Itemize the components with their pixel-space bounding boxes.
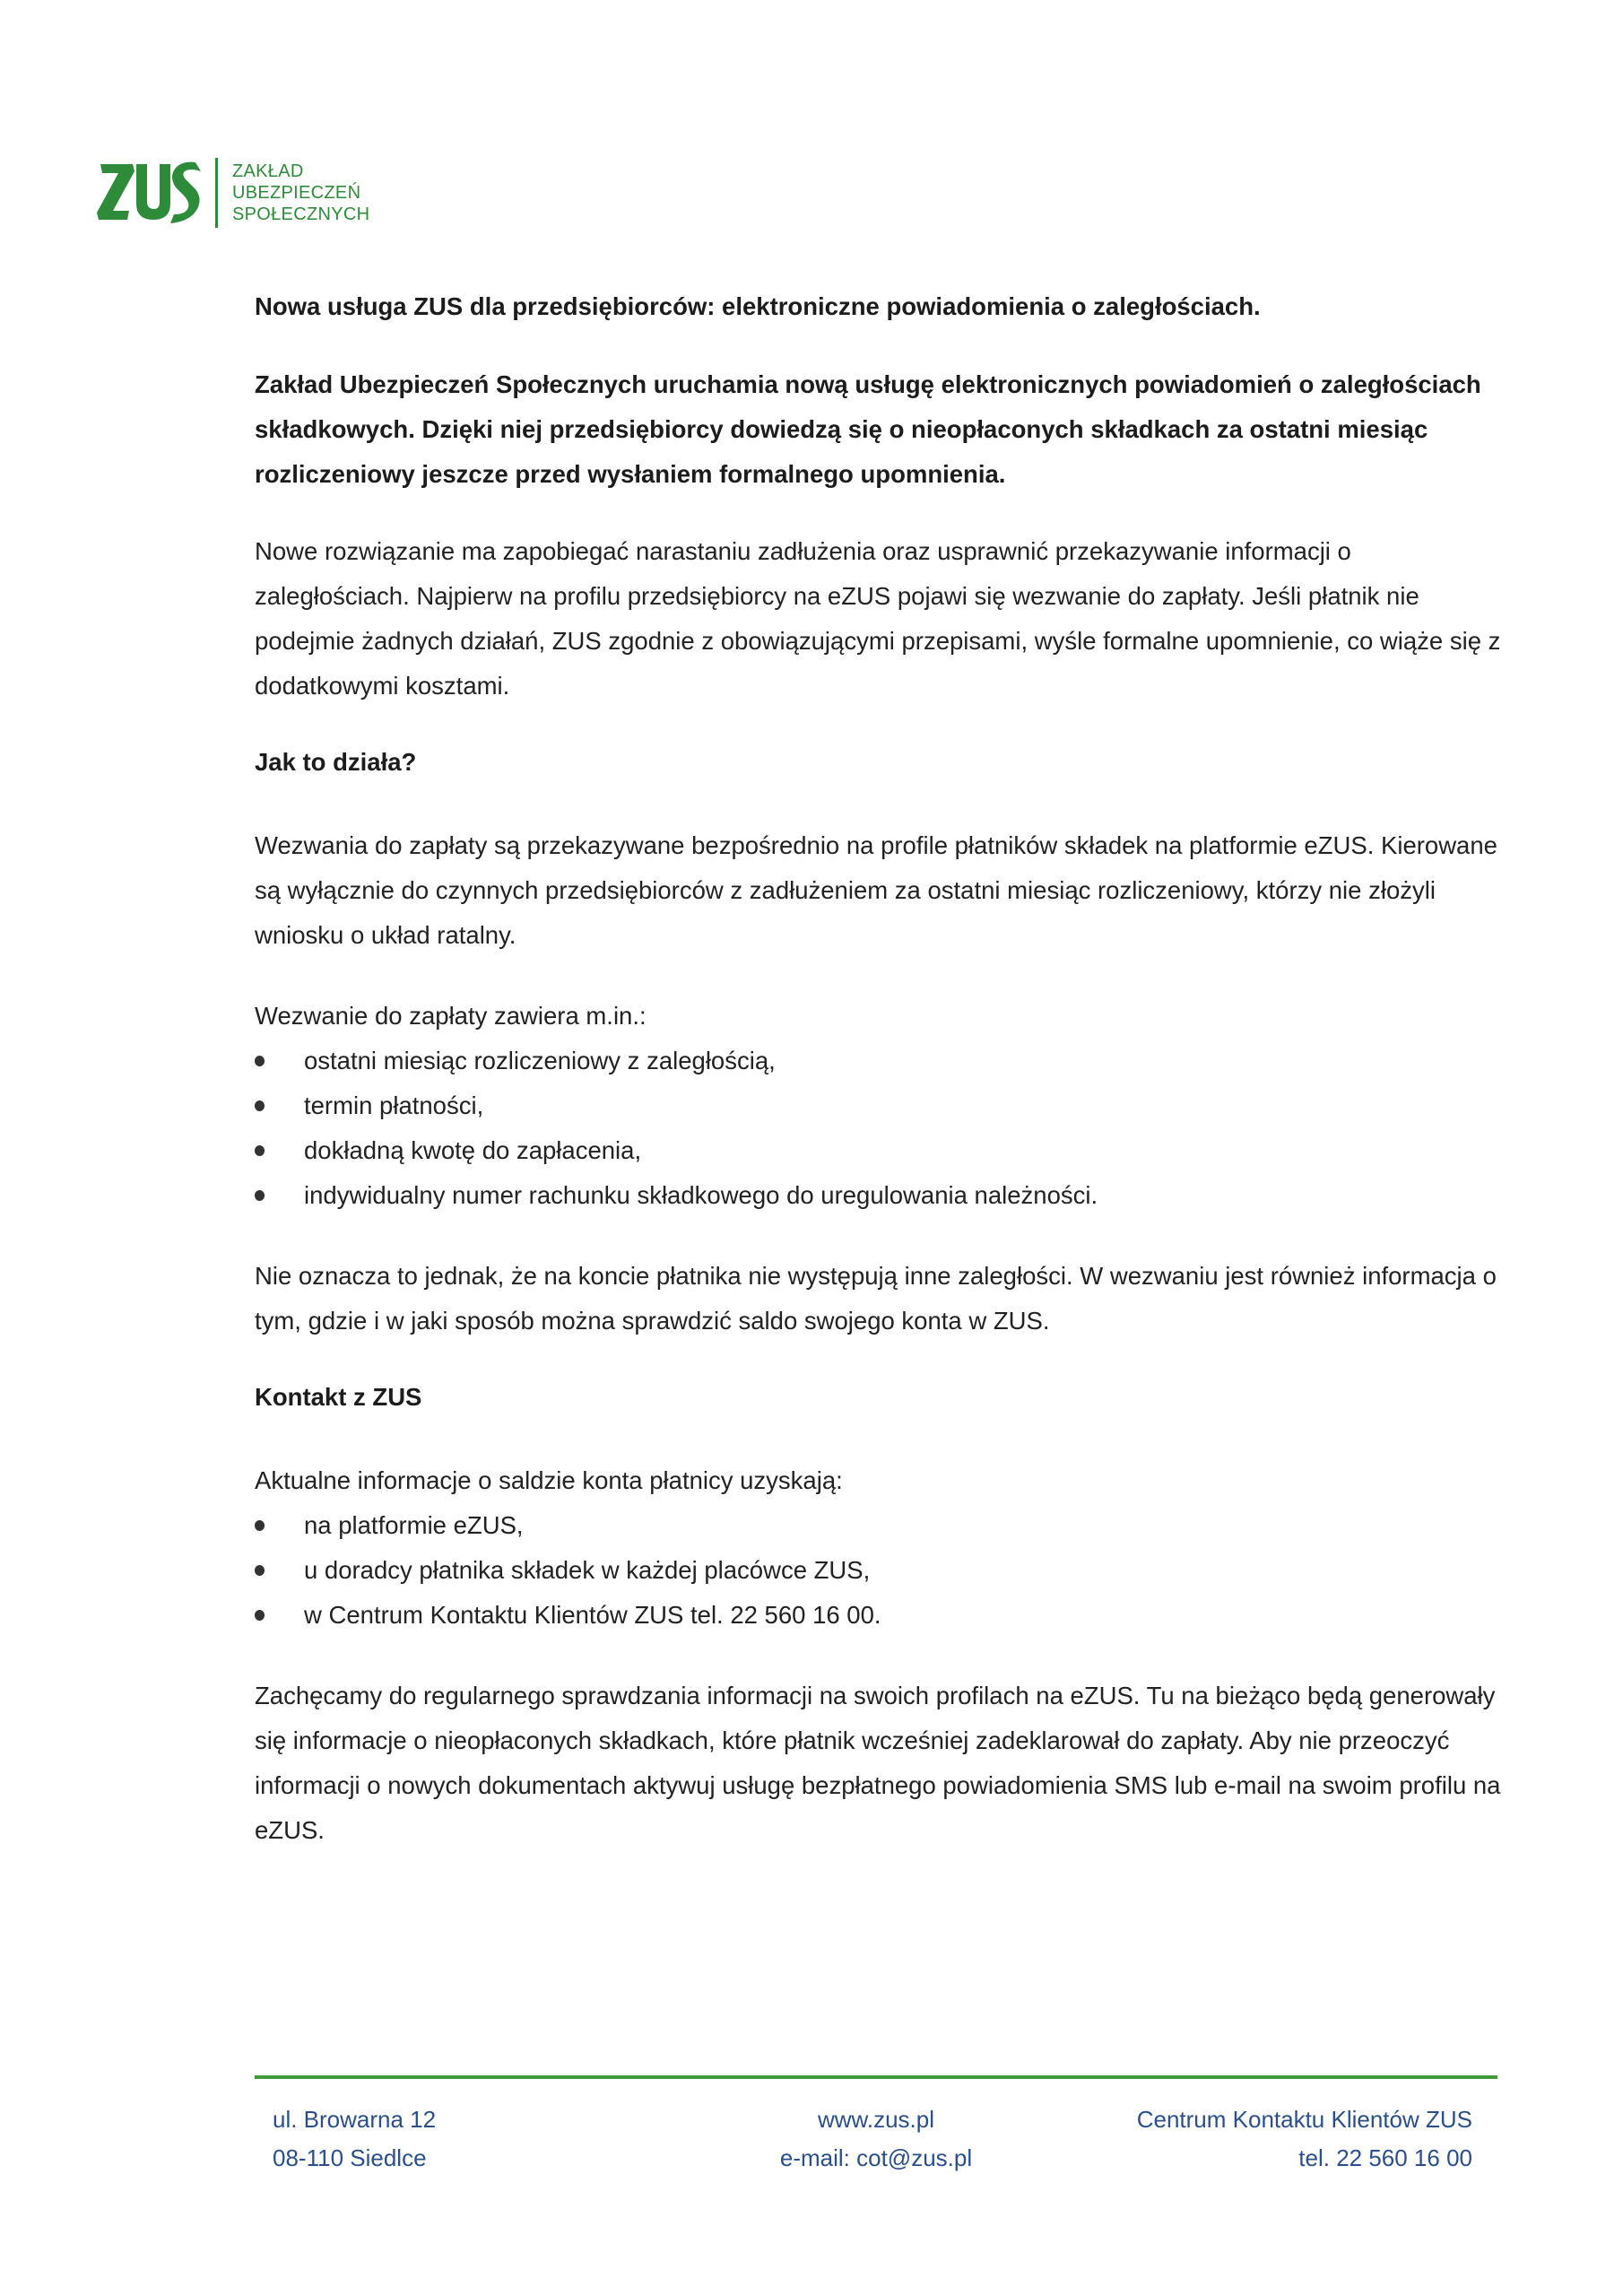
list-item-text: w Centrum Kontaktu Klientów ZUS tel. 22 560 16 00. — [304, 1601, 881, 1629]
paragraph-1: Nowe rozwiązanie ma zapobiegać narastaniu zadłużenia oraz usprawnić przekazywanie informacji o zaległościach. Najpierw na profilu przedsiębiorcy na eZUS pojawi się wezwanie do zapłaty. Jeśli płatnik nie podejmie żadnych działań, ZUS zgodnie z obowiązującymi przepisami, wyśle formalne upomnienie, co wiąże się z dodatkowymi kosztami. — [255, 537, 1501, 700]
section-1-note: Nie oznacza to jednak, że na koncie płatnika nie występują inne zaległości. W wezwaniu jest również informacja o tym, gdzie i w jaki sposób można sprawdzić saldo swojego konta w ZUS. — [255, 1262, 1497, 1335]
logo-text — [232, 161, 369, 225]
document-body — [255, 289, 1510, 1889]
lead-paragraph: Zakład Ubezpieczeń Społecznych uruchamia nową usługę elektronicznych powiadomień o zaległościach składkowych. Dzięki niej przedsiębiorcy dowiedzą się o nieopłaconych składkach za ostatni miesiąc rozliczeniowy jeszcze przed wysłaniem formalnego upomnienia. — [255, 370, 1481, 488]
footer-city: 08-110 Siedlce — [273, 2144, 427, 2171]
section-1-bullet-list — [255, 1039, 1510, 1218]
list-item — [255, 1083, 1510, 1128]
list-item — [255, 1128, 1510, 1173]
document-title: Nowa usługa ZUS dla przedsiębiorców: elektroniczne powiadomienia o zaległościach. — [255, 292, 1261, 320]
footer-website-link[interactable]: www.zus.pl — [817, 2106, 935, 2133]
bullet-icon — [255, 1190, 265, 1201]
list-item — [255, 1173, 1510, 1218]
section-1-list-intro: Wezwanie do zapłaty zawiera m.in.: — [255, 1002, 647, 1030]
logo-line-3: SPOŁECZNYCH — [232, 204, 370, 224]
section-heading-contact: Kontakt z ZUS — [255, 1383, 422, 1411]
section-2-bullet-list — [255, 1503, 1510, 1638]
footer-street: ul. Browarna 12 — [273, 2106, 437, 2133]
list-item — [255, 1503, 1510, 1548]
list-item-text: indywidualny numer rachunku składkowego do uregulowania należności. — [304, 1181, 1098, 1209]
list-item-text: dokładną kwotę do zapłacenia, — [304, 1136, 642, 1164]
list-item-text: u doradcy płatnika składek w każdej placówce ZUS, — [304, 1556, 871, 1584]
footer-email-link[interactable]: e-mail: cot@zus.pl — [779, 2144, 973, 2171]
zus-logo — [97, 152, 369, 233]
list-item-text: na platformie eZUS, — [304, 1511, 524, 1539]
logo-line-2: UBEZPIECZEŃ — [232, 183, 361, 203]
footer-phone: tel. 22 560 16 00 — [1298, 2144, 1472, 2171]
section-1-paragraph: Wezwania do zapłaty są przekazywane bezpośrednio na profile płatników składek na platformie eZUS. Kierowane są wyłącznie do czynnych przedsiębiorców z zadłużeniem za ostatni miesiąc rozliczeniowy, którzy nie złożyli wniosku o układ ratalny. — [255, 831, 1497, 949]
bullet-icon — [255, 1056, 265, 1066]
list-item-text: termin płatności, — [304, 1091, 484, 1119]
bullet-icon — [255, 1100, 265, 1111]
bullet-icon — [255, 1145, 265, 1156]
list-item-text: ostatni miesiąc rozliczeniowy z zaległością, — [304, 1047, 776, 1074]
footer-contact — [1137, 2100, 1472, 2178]
section-heading-how-it-works: Jak to działa? — [255, 748, 417, 776]
logo-line-1: ZAKŁAD — [232, 161, 304, 181]
closing-paragraph: Zachęcamy do regularnego sprawdzania informacji na swoich profilach na eZUS. Tu na bieżąco będą generowały się informacje o nieopłaconych składkach, które płatnik wcześniej zadeklarował do zapłaty. Aby nie przeoczyć informacji o nowych dokumentach aktywuj usługę bezpłatnego powiadomienia SMS lub e-mail na swoim profilu na eZUS. — [255, 1682, 1501, 1844]
list-item — [255, 1593, 1510, 1638]
logo-divider — [215, 158, 218, 228]
zus-logo-icon — [97, 159, 203, 227]
section-2-list-intro: Aktualne informacje o saldzie konta płatnicy uzyskają: — [255, 1466, 843, 1494]
bullet-icon — [255, 1610, 265, 1621]
bullet-icon — [255, 1520, 265, 1531]
footer-divider — [255, 2075, 1497, 2079]
list-item — [255, 1548, 1510, 1593]
list-item — [255, 1039, 1510, 1083]
footer-contact-center: Centrum Kontaktu Klientów ZUS — [1136, 2106, 1472, 2133]
bullet-icon — [255, 1565, 265, 1576]
